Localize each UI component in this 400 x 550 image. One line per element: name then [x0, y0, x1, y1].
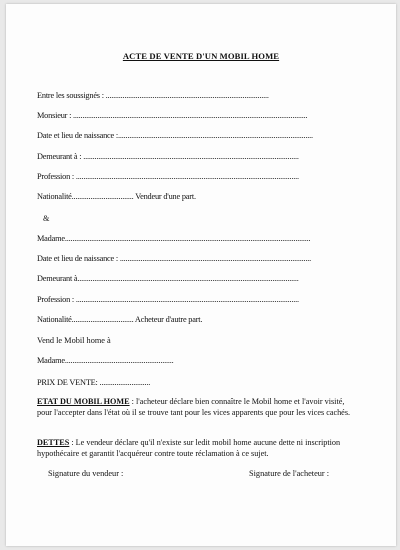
paragraph-dettes	[37, 437, 357, 459]
line-monsieur: Monsieur : .............................................................................................................................	[37, 111, 308, 120]
document-page	[6, 4, 396, 546]
line-madame: Madame...................................................................................................................................	[37, 234, 311, 243]
etat-heading: ETAT DU MOBIL HOME	[37, 397, 130, 406]
line-prix-de-vente: PRIX DE VENTE: ...........................	[37, 378, 151, 387]
line-naissance-vendeur: Date et lieu de naissance :........................................................................................................	[37, 131, 313, 140]
dettes-body: : Le vendeur déclare qu'il n'existe sur ledit mobil home aucune dette ni inscription hypothécaire et garantit l'acquéreur contre toute réclamation à ce sujet.	[37, 438, 341, 458]
line-madame-beneficiaire: Madame..........................................................	[37, 356, 174, 365]
signature-vendeur-label: Signature du vendeur :	[48, 469, 124, 478]
line-naissance-acheteur: Date et lieu de naissance : ......................................................................................................	[37, 254, 312, 263]
signature-acheteur-label: Signature de l'acheteur :	[249, 469, 330, 478]
line-vend: Vend le Mobil home à	[37, 336, 111, 345]
line-profession-acheteur: Profession : .......................................................................................................................	[37, 295, 299, 304]
line-demeurant-acheteur: Demeurant à......................................................................................................................	[37, 274, 299, 283]
document-title: ACTE DE VENTE D'UN MOBIL HOME	[122, 51, 280, 61]
etat-body: : l'acheteur déclare bien connaître le Mobil home et l'avoir visité, pour l'accepter dans l'état où il se trouve tant pour les vices apparents que pour les vices cachés.	[37, 397, 351, 417]
line-profession-vendeur: Profession : .......................................................................................................................	[37, 172, 299, 181]
dettes-heading: DETTES	[37, 438, 70, 447]
line-ampersand: &	[43, 214, 50, 223]
line-nationalite-vendeur: Nationalité................................. Vendeur d'une part.	[37, 192, 196, 201]
line-soussignes: Entre les soussignés : .......................................................................................	[37, 91, 269, 100]
paragraph-etat	[37, 396, 357, 418]
line-demeurant-vendeur: Demeurant à : ...................................................................................................................	[37, 152, 299, 161]
line-nationalite-acheteur: Nationalité................................. Acheteur d'autre part.	[37, 315, 203, 324]
